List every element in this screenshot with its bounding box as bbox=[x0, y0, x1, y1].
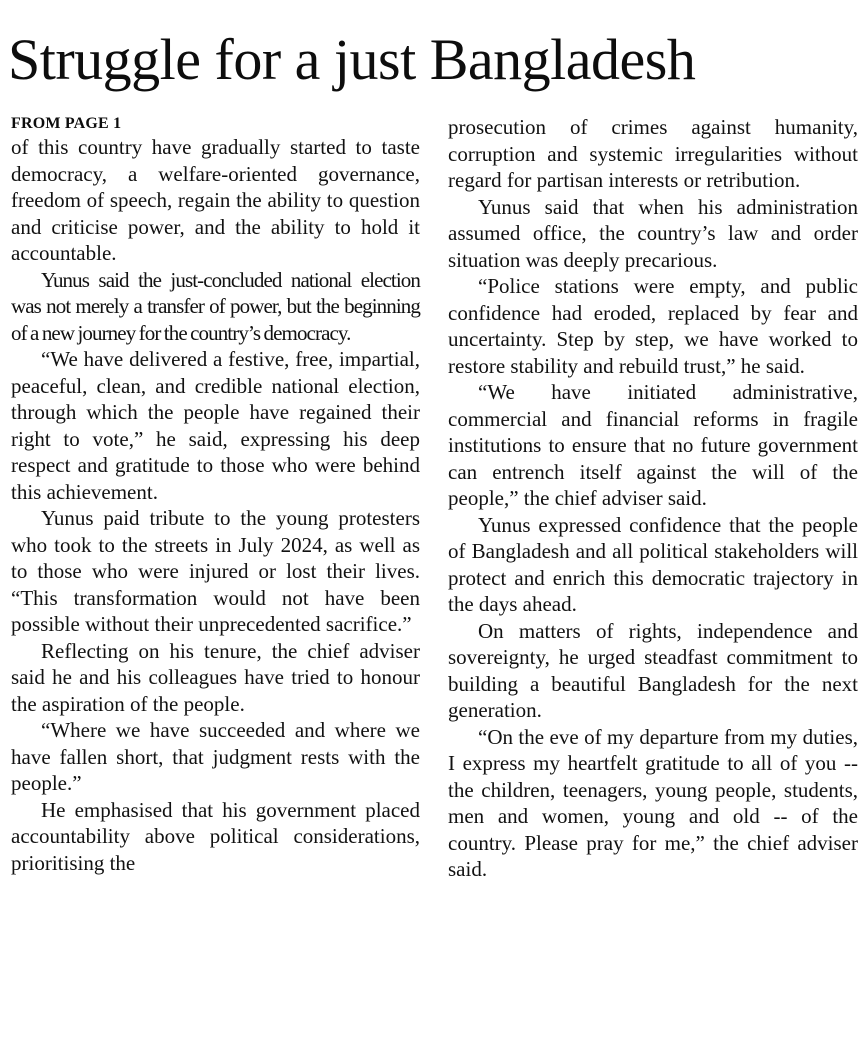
paragraph: Yunus expressed confidence that the people of Bangladesh and all political stakeholders will protect and enrich this democratic trajectory in the days ahead. bbox=[448, 512, 858, 616]
paragraph: “We have initiated administrative, commercial and financial reforms in fragile institutions to ensure that no future government can entrench itself against the will of the people,” the chief adviser said. bbox=[448, 380, 858, 510]
headline: Struggle for a just Bangladesh bbox=[8, 27, 696, 92]
article-column-right bbox=[448, 114, 858, 883]
paragraph: prosecution of crimes against humanity, corruption and systemic irregularities without regard for partisan interests or retribution. bbox=[448, 115, 858, 192]
paragraph: “Police stations were empty, and public confidence had eroded, replaced by fear and uncertainty. Step by step, we have worked to restore stability and rebuild trust,” he said. bbox=[448, 274, 858, 378]
paragraph: He emphasised that his government placed accountability above political considerations, prioritising the bbox=[11, 797, 420, 875]
paragraph: “We have delivered a festive, free, impartial, peaceful, clean, and credible national election, through which the people have regained their right to vote,” he said, expressing his deep respect and gratitude to those who were behind this achievement. bbox=[11, 347, 420, 504]
paragraph: Yunus said the just-concluded national election was not merely a transfer of power, but the beginning of a new journey for the country’s democracy. bbox=[11, 267, 420, 345]
paragraph: “Where we have succeeded and where we have fallen short, that judgment rests with the people.” bbox=[11, 718, 420, 795]
paragraph: “On the eve of my departure from my duties, I express my heartfelt gratitude to all of you -- the children, teenagers, young people, students, men and women, young and old -- of the country. Please pray for me,” the chief adviser said. bbox=[448, 724, 858, 881]
paragraph: On matters of rights, independence and sovereignty, he urged steadfast commitment to building a beautiful Bangladesh for the next generation. bbox=[448, 618, 858, 722]
paragraph: Yunus said that when his administration assumed office, the country’s law and order situation was deeply precarious. bbox=[448, 194, 858, 272]
paragraph: Reflecting on his tenure, the chief adviser said he and his colleagues have tried to honour the aspiration of the people. bbox=[11, 638, 420, 716]
continued-from-label: FROM PAGE 1 bbox=[11, 115, 122, 132]
article-column-left bbox=[11, 114, 420, 876]
paragraph: Yunus paid tribute to the young protesters who took to the streets in July 2024, as well as to those who were injured or lost their lives. “This transformation would not have been possible without their unprecedented sacrifice.” bbox=[11, 506, 420, 636]
paragraph: of this country have gradually started to taste democracy, a welfare-oriented governance, freedom of speech, regain the ability to question and criticise power, and the ability to hold it accountable. bbox=[11, 135, 420, 265]
